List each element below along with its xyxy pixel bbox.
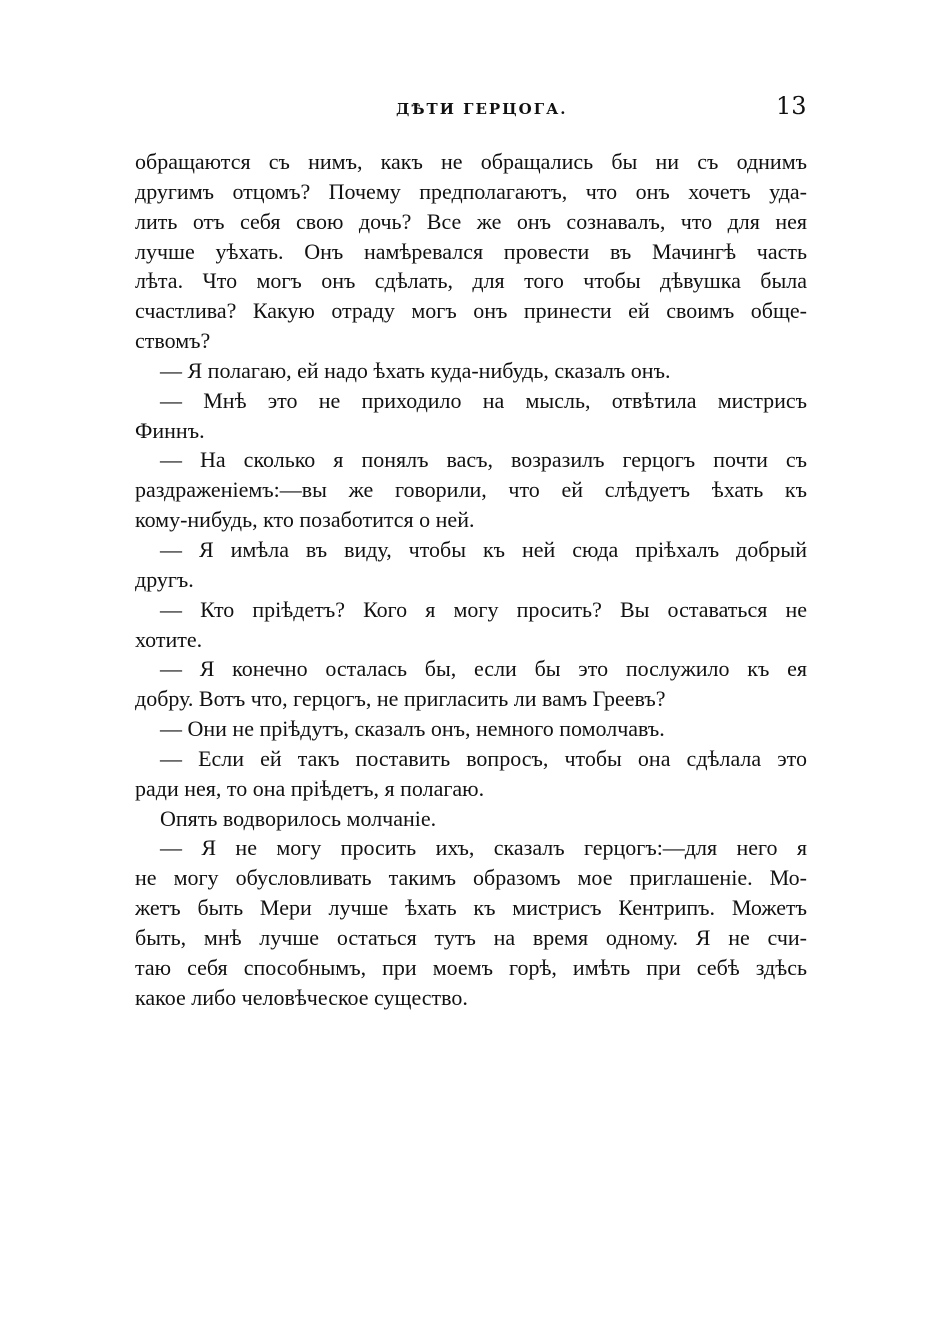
text-line: другъ. [135,566,194,592]
text-line: лить отъ себя свою дочь? Все же онъ сознавалъ, что для нея [135,208,807,234]
text-line: — Мнѣ это не приходило на мысль, отвѣтила мистрисъ [160,387,807,413]
text-line: счастлива? Какую отраду могъ онъ принести ей своимъ обще- [135,298,807,324]
text-line: Опять водворилось молчаніе. [160,805,437,831]
text-line: — Я полагаю, ей надо ѣхать куда-нибудь, сказалъ онъ. [160,357,671,383]
text-line: — Я не могу просить ихъ, сказалъ герцогъ:—для него я [160,835,807,861]
text-line: ствомъ? [135,328,211,354]
text-line: жетъ быть Мери лучше ѣхать къ мистрисъ Кентрипъ. Можетъ [135,895,807,921]
running-head [0,92,936,128]
text-line: обращаются съ нимъ, какъ не обращались бы ни съ однимъ [135,149,807,174]
text-line: — На сколько я понялъ васъ, возразилъ герцогъ почти съ [160,447,807,473]
text-line: таю себя способнымъ, при моемъ горѣ, имѣть при себѣ здѣсь [135,954,807,980]
text-line: какое либо человѣческое существо. [135,984,468,1010]
text-line: — Кто пріѣдетъ? Кого я могу просить? Вы оставаться не [160,596,807,622]
page-number: 13 [776,92,807,120]
text-line: добру. Вотъ что, герцогъ, не пригласить ли вамъ Греевъ? [135,686,666,712]
text-line: другимъ отцомъ? Почему предполагаютъ, что онъ хочетъ уда- [135,178,807,204]
text-line: — Я конечно осталась бы, если бы это послужило къ ея [160,656,807,682]
text-line: хотите. [135,626,203,652]
running-title: ДѢТИ ГЕРЦОГА. [396,100,568,118]
text-line: не могу обусловливать такимъ образомъ мое приглашеніе. Мо- [135,865,807,891]
text-line: Финнъ. [135,417,205,443]
text-line: лѣта. Что могъ онъ сдѣлать, для того чтобы дѣвушка была [135,268,807,294]
text-line: — Они не пріѣдутъ, сказалъ онъ, немного помолчавъ. [160,716,665,742]
text-line: — Я имѣла въ виду, чтобы къ ней сюда пріѣхалъ добрый [160,536,807,562]
text-line: раздраженіемъ:—вы же говорили, что ей слѣдуетъ ѣхать къ [135,477,807,503]
text-line: ради нея, то она пріѣдетъ, я полагаю. [135,775,485,801]
text-line: быть, мнѣ лучше остаться тутъ на время одному. Я не счи- [135,924,807,950]
text-line: кому-нибудь, кто позаботится о ней. [135,507,475,533]
body-text [135,147,807,1012]
text-line: лучше уѣхать. Онъ намѣревался провести въ Мачингѣ часть [135,238,807,264]
text-line: — Если ей такъ поставить вопросъ, чтобы она сдѣлала это [160,745,807,771]
